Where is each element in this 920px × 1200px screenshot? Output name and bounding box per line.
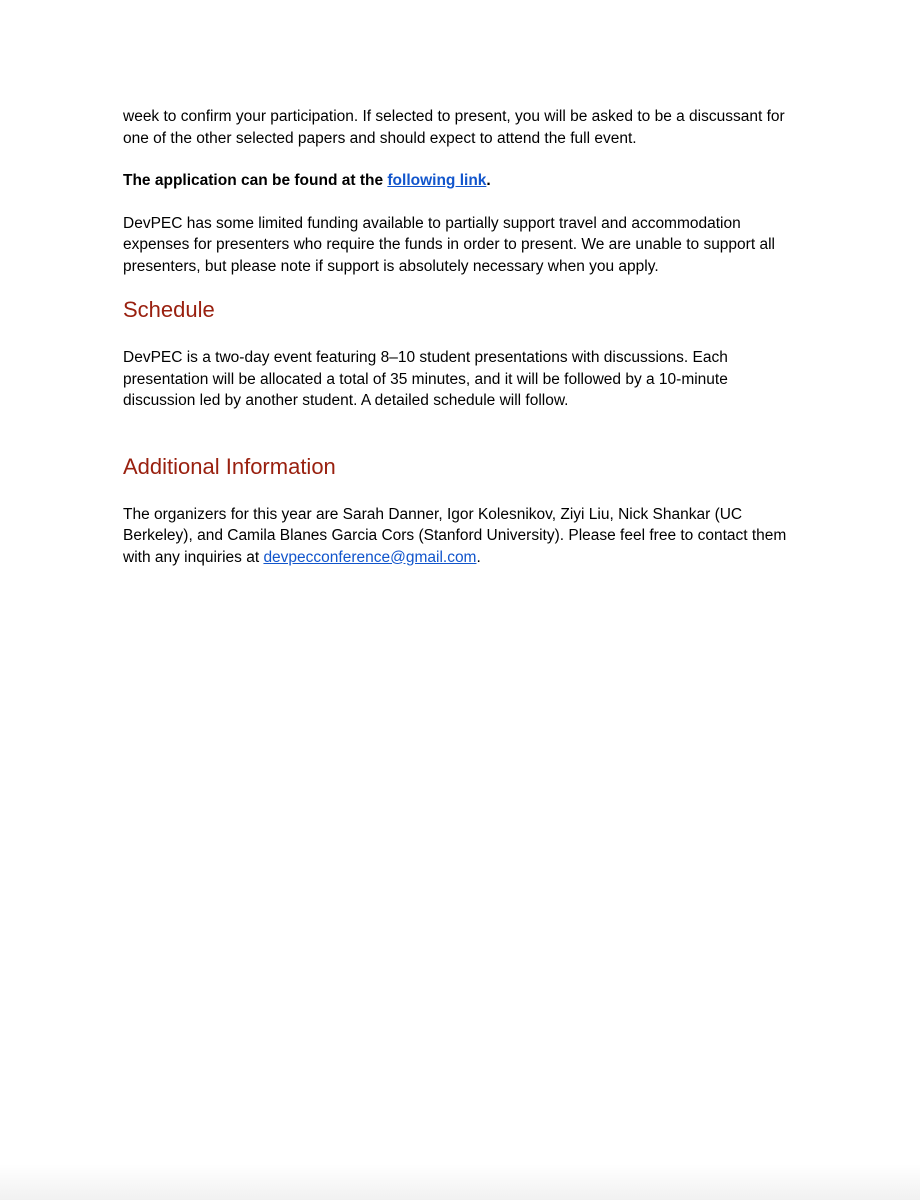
application-link[interactable]: following link: [387, 172, 487, 189]
page-bottom-shade: [0, 1164, 920, 1200]
funding-line-1: DevPEC has some limited funding available to partially support travel and accommodation: [123, 214, 741, 232]
application-paragraph: [123, 170, 803, 192]
additional-line-3-prefix: with any inquiries at: [123, 548, 264, 566]
participation-line-2: one of the other selected papers and should expect to attend the full event.: [123, 129, 637, 147]
schedule-line-2: presentation will be allocated a total of 35 minutes, and it will be followed by a 10-minute: [123, 370, 728, 388]
additional-info-heading: Additional Information: [123, 453, 336, 479]
additional-line-3-suffix: .: [476, 548, 481, 566]
additional-line-1: The organizers for this year are Sarah Danner, Igor Kolesnikov, Ziyi Liu, Nick Shankar (UC: [123, 505, 743, 523]
additional-info-paragraph: [123, 504, 803, 569]
document-body: [123, 106, 803, 568]
schedule-paragraph: [123, 347, 803, 412]
application-prefix: The application can be found at the: [123, 172, 388, 189]
schedule-line-3: discussion led by another student. A detailed schedule will follow.: [123, 392, 569, 409]
participation-paragraph: [123, 106, 803, 149]
participation-line-1: week to confirm your participation. If selected to present, you will be asked to be a discussant for: [123, 108, 785, 125]
schedule-line-1: DevPEC is a two-day event featuring 8–10 student presentations with discussions. Each: [123, 349, 728, 366]
schedule-heading: Schedule: [123, 297, 215, 322]
funding-line-2: expenses for presenters who require the funds in order to present. We are unable to support all: [123, 236, 775, 253]
additional-line-2: Berkeley), and Camila Blanes Garcia Cors (Stanford University). Please feel free to contact them: [123, 527, 787, 544]
funding-paragraph: [123, 213, 803, 278]
contact-email-link[interactable]: devpecconference@gmail.com: [263, 548, 477, 566]
funding-line-3: presenters, but please note if support is absolutely necessary when you apply.: [123, 257, 659, 275]
application-suffix: .: [486, 172, 491, 189]
